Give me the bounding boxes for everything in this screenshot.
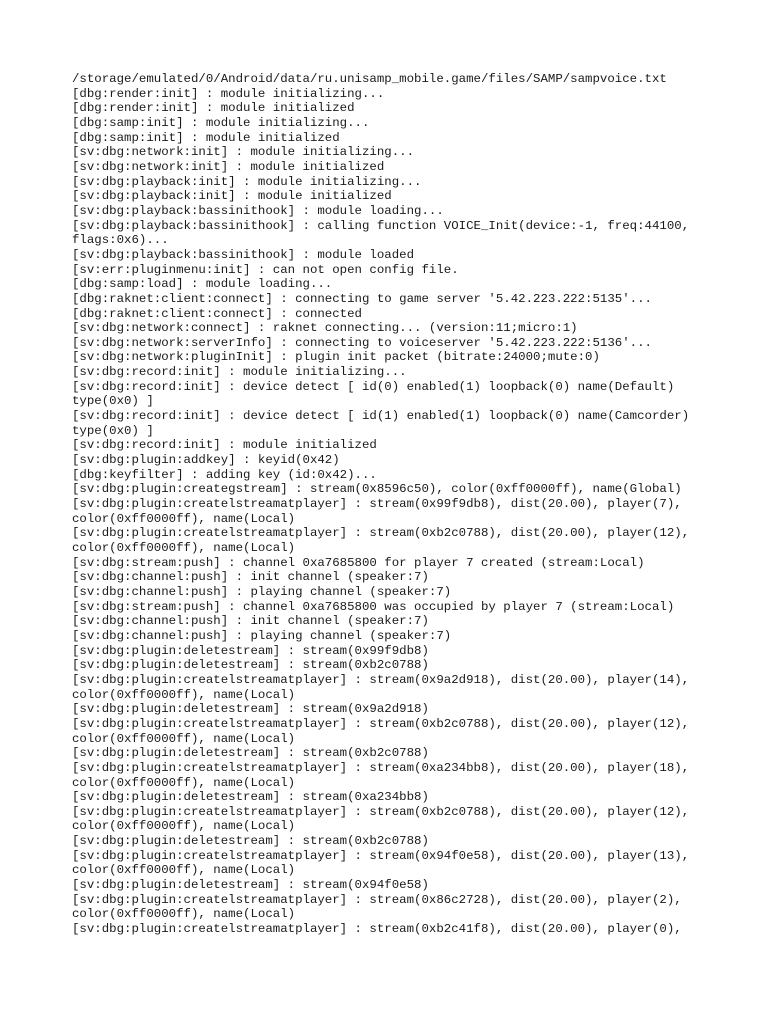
log-line: [sv:dbg:plugin:deletestream] : stream(0xb2c0788) (72, 746, 429, 761)
log-line: [sv:dbg:stream:push] : channel 0xa7685800 for player 7 created (stream:Local) (72, 555, 645, 570)
log-line: flags:0x6)... (72, 233, 169, 248)
log-line: [sv:dbg:channel:push] : playing channel (speaker:7) (72, 628, 452, 643)
log-text-body (72, 72, 752, 937)
log-line: [sv:dbg:plugin:createlstreamatplayer] : stream(0x9a2d918), dist(20.00), player(14), (72, 672, 690, 687)
log-line: type(0x0) ] (72, 394, 154, 409)
log-line: [sv:dbg:plugin:deletestream] : stream(0x94f0e58) (72, 878, 429, 893)
log-line: [sv:dbg:plugin:createlstreamatplayer] : stream(0x99f9db8), dist(20.00), player(7), (72, 497, 682, 512)
log-line: color(0xff0000ff), name(Local) (72, 775, 296, 790)
log-line: [sv:dbg:plugin:creategstream] : stream(0x8596c50), color(0xff0000ff), name(Global) (72, 482, 682, 497)
log-line: [sv:dbg:record:init] : module initialized (72, 438, 377, 453)
log-line: [sv:dbg:plugin:deletestream] : stream(0xb2c0788) (72, 658, 429, 673)
log-line: [dbg:samp:init] : module initializing... (72, 115, 370, 130)
log-line: [sv:dbg:network:serverInfo] : connecting to voiceserver '5.42.223.222:5136'... (72, 335, 652, 350)
log-line: [sv:dbg:plugin:createlstreamatplayer] : stream(0x94f0e58), dist(20.00), player(13), (72, 848, 690, 863)
log-line: [sv:dbg:channel:push] : playing channel (speaker:7) (72, 584, 452, 599)
log-line: [sv:dbg:playback:bassinithook] : module loaded (72, 247, 415, 262)
log-line: [sv:dbg:plugin:deletestream] : stream(0x9a2d918) (72, 702, 429, 717)
log-line: type(0x0) ] (72, 423, 154, 438)
log-line: [sv:dbg:record:init] : device detect [ id(0) enabled(1) loopback(0) name(Default) (72, 379, 675, 394)
log-line: [sv:dbg:plugin:createlstreamatplayer] : stream(0xa234bb8), dist(20.00), player(18), (72, 760, 690, 775)
log-line: color(0xff0000ff), name(Local) (72, 511, 296, 526)
log-line: [sv:dbg:plugin:createlstreamatplayer] : stream(0xb2c0788), dist(20.00), player(12), (72, 716, 690, 731)
log-line: [sv:dbg:network:init] : module initializing... (72, 145, 415, 160)
log-line: [sv:dbg:plugin:deletestream] : stream(0xa234bb8) (72, 790, 429, 805)
log-line: [sv:dbg:playback:init] : module initialized (72, 189, 392, 204)
log-line: color(0xff0000ff), name(Local) (72, 907, 296, 922)
log-line: [dbg:raknet:client:connect] : connected (72, 306, 362, 321)
log-line: [sv:dbg:plugin:createlstreamatplayer] : stream(0x86c2728), dist(20.00), player(2), (72, 892, 682, 907)
log-line: color(0xff0000ff), name(Local) (72, 687, 296, 702)
log-line: [dbg:render:init] : module initializing... (72, 86, 385, 101)
log-line: color(0xff0000ff), name(Local) (72, 541, 296, 555)
log-line: [sv:err:pluginmenu:init] : can not open config file. (72, 262, 459, 277)
log-line: color(0xff0000ff), name(Local) (72, 731, 296, 746)
log-line: [sv:dbg:playback:bassinithook] : module loading... (72, 203, 444, 218)
log-line: color(0xff0000ff), name(Local) (72, 819, 296, 834)
log-line: [dbg:samp:init] : module initialized (72, 130, 340, 145)
log-line: [sv:dbg:network:pluginInit] : plugin init packet (bitrate:24000;mute:0) (72, 350, 600, 365)
log-line: [dbg:raknet:client:connect] : connecting to game server '5.42.223.222:5135'... (72, 291, 652, 306)
log-line: [sv:dbg:playback:bassinithook] : calling function VOICE_Init(device:-1, freq:44100, (72, 218, 690, 233)
log-line: [sv:dbg:record:init] : device detect [ id(1) enabled(1) loopback(0) name(Camcorder) (72, 409, 690, 424)
document-page (72, 72, 752, 937)
log-line: [sv:dbg:playback:init] : module initializing... (72, 174, 422, 189)
log-line: [sv:dbg:network:init] : module initialized (72, 159, 385, 174)
log-line: [sv:dbg:stream:push] : channel 0xa7685800 was occupied by player 7 (stream:Local) (72, 599, 675, 614)
log-line: [sv:dbg:channel:push] : init channel (speaker:7) (72, 570, 429, 585)
log-line: [sv:dbg:plugin:addkey] : keyid(0x42) (72, 453, 340, 468)
log-line: [sv:dbg:plugin:createlstreamatplayer] : stream(0xb2c0788), dist(20.00), player(12), (72, 526, 690, 541)
file-path-header: /storage/emulated/0/Android/data/ru.unisamp_mobile.game/files/SAMP/sampvoice.txt (72, 72, 667, 86)
log-line: [sv:dbg:plugin:deletestream] : stream(0xb2c0788) (72, 834, 429, 849)
log-line: color(0xff0000ff), name(Local) (72, 863, 296, 878)
log-line: [sv:dbg:plugin:deletestream] : stream(0x99f9db8) (72, 643, 429, 658)
log-line: [sv:dbg:network:connect] : raknet connecting... (version:11;micro:1) (72, 321, 578, 336)
log-line: [dbg:samp:load] : module loading... (72, 277, 333, 292)
log-line: [dbg:render:init] : module initialized (72, 101, 355, 116)
log-line: [dbg:keyfilter] : adding key (id:0x42)... (72, 467, 377, 482)
log-line: [sv:dbg:plugin:createlstreamatplayer] : stream(0xb2c41f8), dist(20.00), player(0), (72, 922, 682, 937)
log-line: [sv:dbg:channel:push] : init channel (speaker:7) (72, 614, 429, 629)
log-line: [sv:dbg:plugin:createlstreamatplayer] : stream(0xb2c0788), dist(20.00), player(12), (72, 804, 690, 819)
log-line: [sv:dbg:record:init] : module initializing... (72, 365, 407, 380)
